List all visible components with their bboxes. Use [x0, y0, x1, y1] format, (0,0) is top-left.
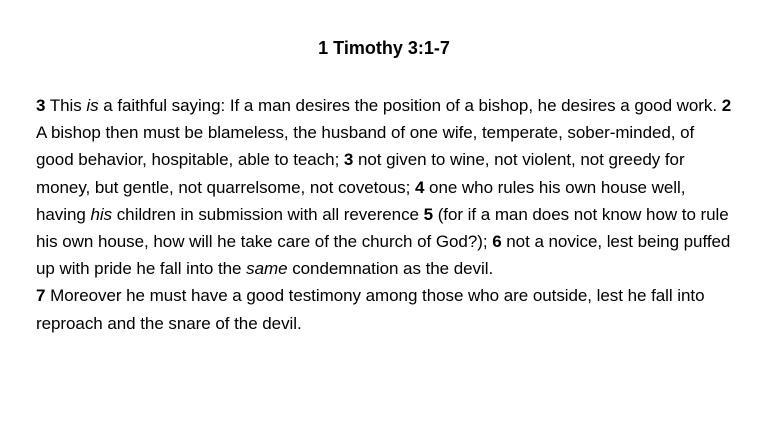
verse-text: children in submission with all reverence [112, 204, 424, 224]
scripture-passage [36, 92, 736, 337]
verse-text: a faithful saying: If a man desires the position of a bishop, he desires a good work. [98, 96, 722, 115]
italic-word: same [246, 259, 288, 279]
verse-text: This [45, 96, 87, 115]
italic-word: is [86, 96, 99, 115]
verse-text: not a novice, lest being puffed up with pride he fall into the [36, 232, 731, 279]
passage-paragraph-1 [36, 92, 736, 282]
verse-number: 7 [36, 286, 46, 306]
verse-text: A bishop then must be blameless, the husband of one wife, temperate, sober-minded, of good behavior, hospitable, able to teach; [36, 123, 695, 170]
verse-text: not given to wine, not violent, not greedy for money, but gentle, not quarrelsome, not covetous; [36, 150, 685, 197]
verse-number: 6 [492, 232, 502, 252]
verse-number: 3 [343, 150, 354, 170]
verse-text: Moreover he must have a good testimony among those who are outside, lest he fall into reproach and the snare of the devil. [36, 286, 705, 333]
passage-paragraph-2 [36, 282, 736, 336]
verse-number: 3 [36, 96, 46, 115]
verse-text: condemnation as the devil. [287, 259, 494, 279]
verse-text: one who rules his own house well, having [36, 177, 686, 224]
verse-number: 5 [423, 204, 434, 224]
verse-number: 4 [414, 177, 425, 197]
verse-number: 2 [721, 96, 732, 115]
italic-word: his [90, 204, 113, 224]
passage-title: 1 Timothy 3:1-7 [318, 38, 450, 58]
verse-text: (for if a man does not know how to rule his own house, how will he take care of the church of God?); [36, 204, 729, 252]
